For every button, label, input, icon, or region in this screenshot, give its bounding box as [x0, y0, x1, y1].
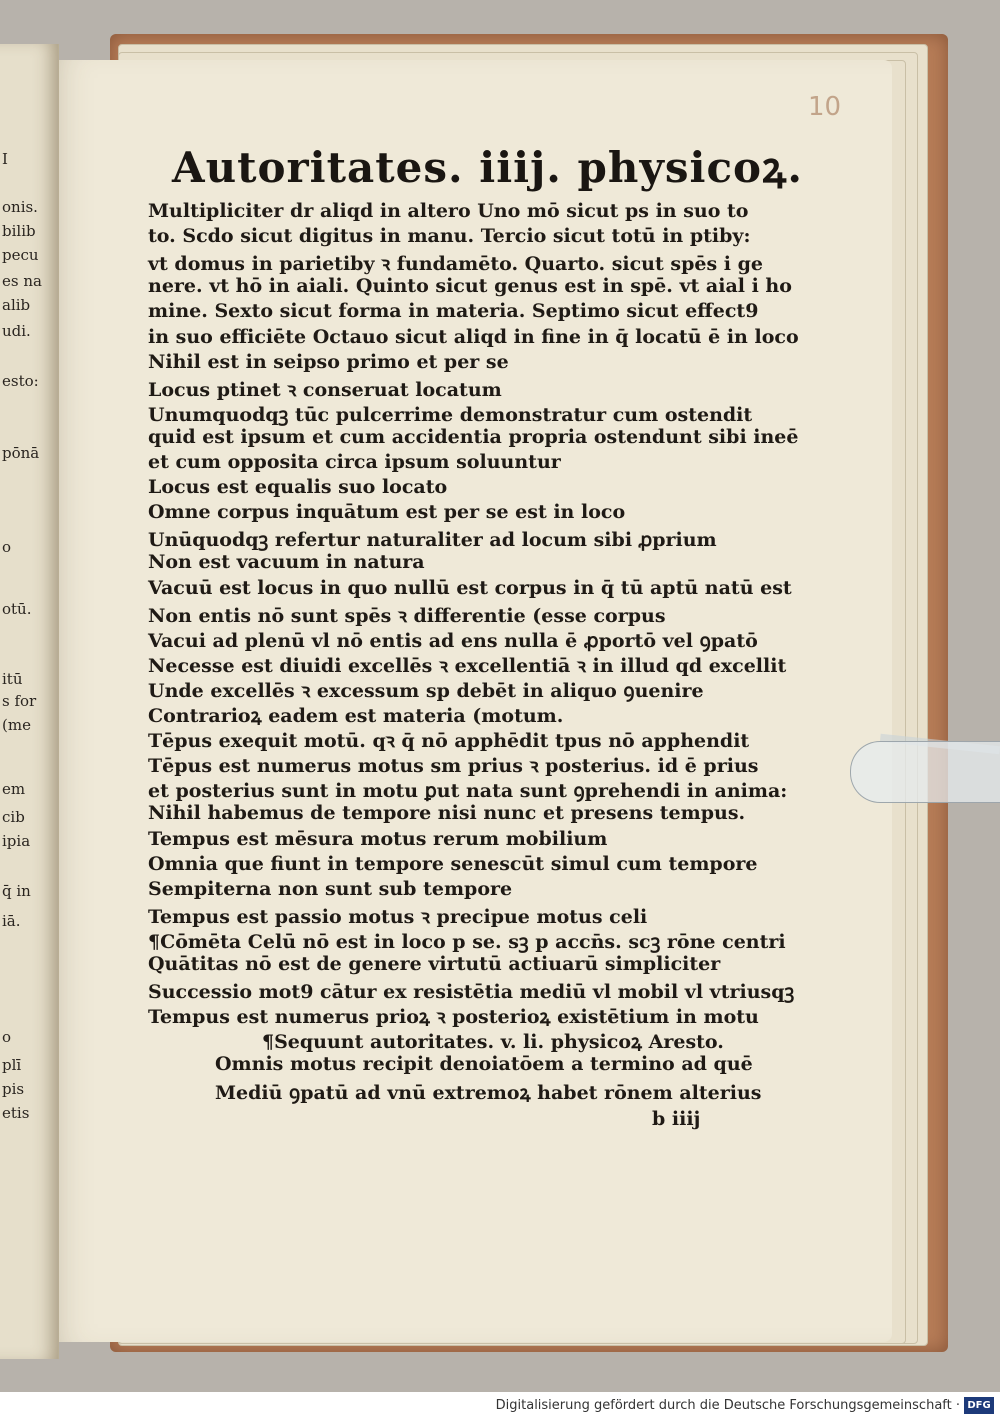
text-line: Nihil habemus de tempore nisi nunc et presens tempus.	[148, 802, 746, 825]
page-marker-clip	[850, 741, 1000, 803]
text-line: Tempus est mēsura motus rerum mobilium	[148, 827, 608, 850]
text-line: mine. Sexto sicut forma in materia. Septimo sicut effect9	[148, 300, 759, 323]
text-line: Nihil est in seipso primo et per se	[148, 350, 509, 373]
signature-mark: b iiij	[652, 1107, 701, 1130]
facing-page-fragment: etis	[2, 1104, 30, 1122]
text-line: to. Scdo sicut digitus in manu. Tercio sicut totū in ptiby:	[148, 225, 751, 248]
text-line: Vacuū est locus in quo nullū est corpus in q̄ tū aptū natū est	[148, 576, 792, 599]
text-line: vt domus in parietiby ꝛ fundamēto. Quarto. sicut spēs i ge	[148, 253, 763, 276]
footer-bar	[0, 1392, 1000, 1421]
text-line: in suo efficiēte Octauo sicut aliqd in fine in q̄ locatū ē in loco	[148, 325, 799, 348]
facing-page-fragment: es na	[2, 272, 42, 290]
text-line: Quātitas nō est de genere virtutū actiuarū simpliciter	[148, 953, 721, 975]
text-line: Successio mot9 cātur ex resistētia mediū vl mobil vl vtriusqꝫ	[148, 981, 795, 1004]
facing-page-fragment: q̄ in	[2, 882, 31, 900]
text-line: Locus est equalis suo locato	[148, 476, 448, 499]
text-line: Non est vacuum in natura	[148, 551, 425, 574]
text-line: Omnia que fiunt in tempore senescūt simul cum tempore	[148, 852, 758, 875]
facing-page-fragment: pōnā	[2, 444, 40, 462]
text-line: Vacui ad plenū vl nō entis ad ens nulla ē ꝓportō vel ꝯpatō	[148, 629, 758, 652]
facing-page-fragment: em	[2, 780, 26, 798]
facing-page-fragment: plī	[2, 1056, 22, 1074]
facing-page-fragment: ipia	[2, 832, 31, 850]
page-heading: Autoritates. iiij. physicoꝝ.	[172, 143, 803, 192]
text-line: Unde excellēs ꝛ excessum sp debēt in aliquo ꝯuenire	[148, 679, 704, 702]
text-line: Sempiterna non sunt sub tempore	[148, 877, 513, 900]
dfg-logo: DFG	[964, 1397, 994, 1414]
footer-credit: Digitalisierung gefördert durch die Deutsche Forschungsgemeinschaft ·	[495, 1398, 960, 1413]
text-line: Contrarioꝝ eadem est materia (motum.	[148, 705, 564, 727]
facing-page-fragment: alib	[2, 296, 31, 314]
facing-page-fragment: o	[2, 538, 12, 556]
text-line: Multipliciter dr aliqd in altero Uno mō sicut ps in suo to	[148, 200, 749, 222]
text-line: Non entis nō sunt spēs ꝛ differentie (esse corpus	[148, 604, 666, 627]
facing-page-fragment: pis	[2, 1080, 25, 1098]
text-line: Unūquodqꝫ refertur naturaliter ad locum sibi ꝓprium	[148, 529, 717, 552]
text-line: Locus ptinet ꝛ conseruat locatum	[148, 378, 502, 401]
facing-page	[0, 44, 59, 1359]
text-line: et cum opposita circa ipsum soluuntur	[148, 451, 561, 473]
facing-page-fragment: cib	[2, 808, 25, 826]
facing-page-fragment: I	[2, 150, 8, 168]
text-line: Omnis motus recipit denoiatōem a termino ad quē	[215, 1053, 753, 1076]
facing-page-fragment: s for	[2, 692, 37, 710]
text-line: ¶Cōmēta Celū nō est in loco p se. sꝫ p accn̄s. scꝫ rōne centri	[148, 930, 786, 953]
folio-number: 10	[808, 92, 842, 122]
text-line: quid est ipsum et cum accidentia propria ostendunt sibi ineē	[148, 425, 799, 448]
facing-page-fragment: bilib	[2, 222, 36, 240]
facing-page-fragment: pecu	[2, 246, 39, 264]
text-line: Tempus est passio motus ꝛ precipue motus celi	[148, 905, 648, 928]
facing-page-fragment: onis.	[2, 198, 38, 216]
text-line: Tēpus exequit motū. qꝛ q̄ nō apphēdit tpus nō apphendit	[148, 730, 750, 753]
facing-page-fragment: otū.	[2, 600, 32, 618]
facing-page-fragment: o	[2, 1028, 12, 1046]
text-line: nere. vt hō in aiali. Quinto sicut genus est in spē. vt aial i ho	[148, 275, 792, 298]
text-line: ¶Sequunt autoritates. v. li. physicoꝝ Aresto.	[262, 1031, 724, 1054]
facing-page-fragment: itū	[2, 670, 23, 688]
text-line: Omne corpus inquātum est per se est in loco	[148, 501, 626, 524]
facing-page-fragment: esto:	[2, 372, 39, 390]
text-line: Mediū ꝯpatū ad vnū extremoꝝ habet rōnem alterius	[215, 1081, 762, 1104]
text-line: Necesse est diuidi excellēs ꝛ excellentiā ꝛ in illud qd excellit	[148, 654, 787, 677]
facing-page-fragment: udi.	[2, 322, 31, 340]
text-line: Tēpus est numerus motus sm prius ꝛ posterius. id ē prius	[148, 755, 759, 778]
text-line: Unumquodqꝫ tūc pulcerrime demonstratur cum ostendit	[148, 403, 753, 426]
facing-page-fragment: (me	[2, 716, 31, 734]
facing-page-fragment: iā.	[2, 912, 21, 930]
text-line: Tempus est numerus prioꝝ ꝛ posterioꝝ existētium in motu	[148, 1006, 759, 1029]
text-line: et posterius sunt in motu ꝑut nata sunt ꝯprehendi in anima:	[148, 780, 788, 803]
